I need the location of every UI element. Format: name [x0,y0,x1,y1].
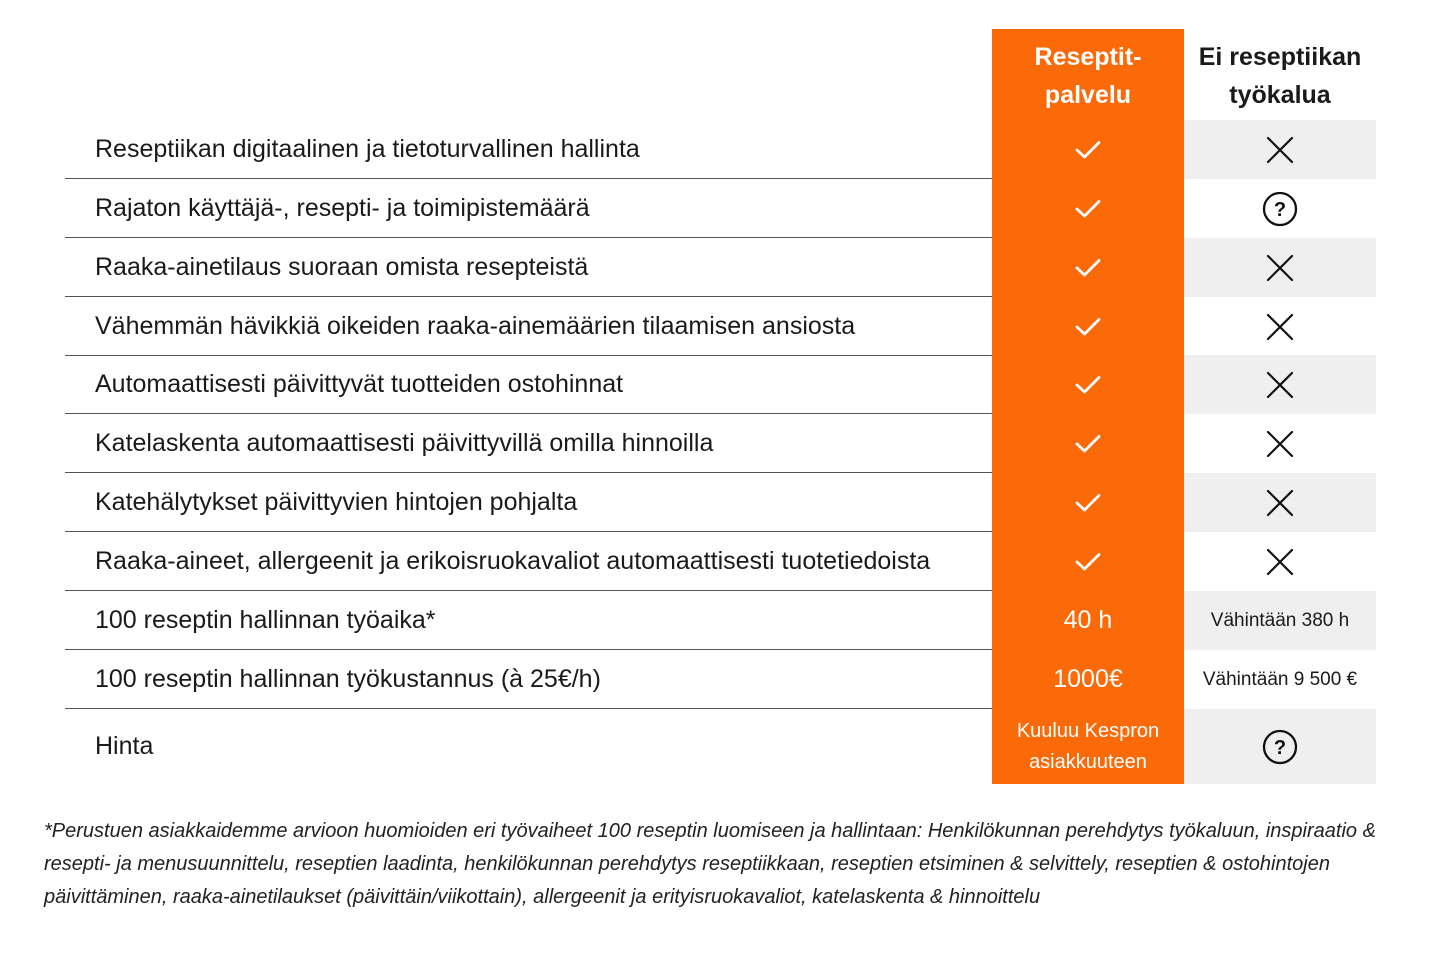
table-row [65,414,1376,473]
resepti-cell [992,120,1184,179]
table-row [65,650,1376,709]
resepti-cell [992,238,1184,297]
resepti-cell [992,355,1184,414]
row-label: Rajaton käyttäjä-, resepti- ja toimipistemäärä [95,193,590,222]
ei-tyokalua-value: Vähintään 9 500 € [1202,668,1358,690]
row-label: Raaka-aineet, allergeenit ja erikoisruokavaliot automaattisesti tuotetiedoista [95,546,931,575]
check-icon [1075,258,1101,278]
ei-tyokalua-cell [1184,473,1376,532]
resepti-value: Kuuluu Kespron asiakkuuteen [1016,719,1160,773]
table-row [65,532,1376,591]
ei-tyokalua-value: Vähintään 380 h [1210,609,1350,631]
ei-tyokalua-cell [1184,297,1376,356]
question-icon [1262,191,1298,227]
ei-tyokalua-cell [1184,709,1376,784]
row-label: Katehälytykset päivittyvien hintojen pohjalta [95,487,578,516]
resepti-cell [992,650,1184,709]
table-row [65,238,1376,297]
table-row [65,297,1376,356]
check-icon [1075,434,1101,454]
ei-tyokalua-cell [1184,120,1376,179]
resepti-cell [992,591,1184,650]
cross-icon [1266,371,1294,399]
column-header-reseptitpalvelu: Reseptit- palvelu [1034,43,1142,109]
check-icon [1075,493,1101,513]
ei-tyokalua-cell [1184,179,1376,238]
question-icon [1262,729,1298,765]
cross-icon [1266,489,1294,517]
table-row [65,355,1376,414]
check-icon [1075,552,1101,572]
resepti-cell [992,297,1184,356]
svg-text:?: ? [1273,198,1287,221]
table-row [65,709,1376,784]
resepti-cell [992,709,1184,784]
check-icon [1075,140,1101,160]
cross-icon [1266,548,1294,576]
row-label: Vähemmän hävikkiä oikeiden raaka-ainemäärien tilaamisen ansiosta [95,311,856,340]
resepti-cell [992,532,1184,591]
check-icon [1075,375,1101,395]
resepti-value: 40 h [1063,606,1113,634]
row-label: Katelaskenta automaattisesti päivittyvillä omilla hinnoilla [95,428,714,457]
table-row [65,179,1376,238]
resepti-cell [992,473,1184,532]
cross-icon [1266,254,1294,282]
row-label: Reseptiikan digitaalinen ja tietoturvallinen hallinta [95,134,640,163]
resepti-value: 1000€ [1053,665,1123,693]
ei-tyokalua-cell [1184,355,1376,414]
svg-text:?: ? [1273,736,1287,759]
ei-tyokalua-cell [1184,414,1376,473]
table-row [65,591,1376,650]
table-row [65,473,1376,532]
cross-icon [1266,313,1294,341]
table-row [65,120,1376,179]
resepti-cell [992,179,1184,238]
row-label: Hinta [95,732,154,760]
ei-tyokalua-cell [1184,532,1376,591]
footnote: *Perustuen asiakkaidemme arvioon huomioiden eri työvaiheet 100 reseptin luomiseen ja hallintaan: Henkilökunnan perehdytys työkaluun, inspiraatio & resepti- ja menusuunnittelu, reseptien laadinta, henkilökunnan perehdytys reseptiikkaan, reseptien etsiminen & selvittely, reseptien & ostohintojen päivittäminen, raaka-ainetilaukset (päivittäin/viikottain), allergeenit ja erityisruokavaliot, katelaskenta & hinnoittelu [44,820,1376,908]
check-icon [1075,199,1101,219]
cross-icon [1266,430,1294,458]
cross-icon [1266,136,1294,164]
row-label: Raaka-ainetilaus suoraan omista resepteistä [95,252,589,281]
row-label: Automaattisesti päivittyvät tuotteiden ostohinnat [95,369,624,398]
ei-tyokalua-cell [1184,238,1376,297]
ei-tyokalua-cell [1184,650,1376,709]
row-label: 100 reseptin hallinnan työaika* [95,605,436,634]
column-header-ei-tyokalua: Ei reseptiikan työkalua [1198,43,1362,109]
ei-tyokalua-cell [1184,591,1376,650]
row-label: 100 reseptin hallinnan työkustannus (à 25€/h) [95,664,601,693]
resepti-cell [992,414,1184,473]
check-icon [1075,317,1101,337]
